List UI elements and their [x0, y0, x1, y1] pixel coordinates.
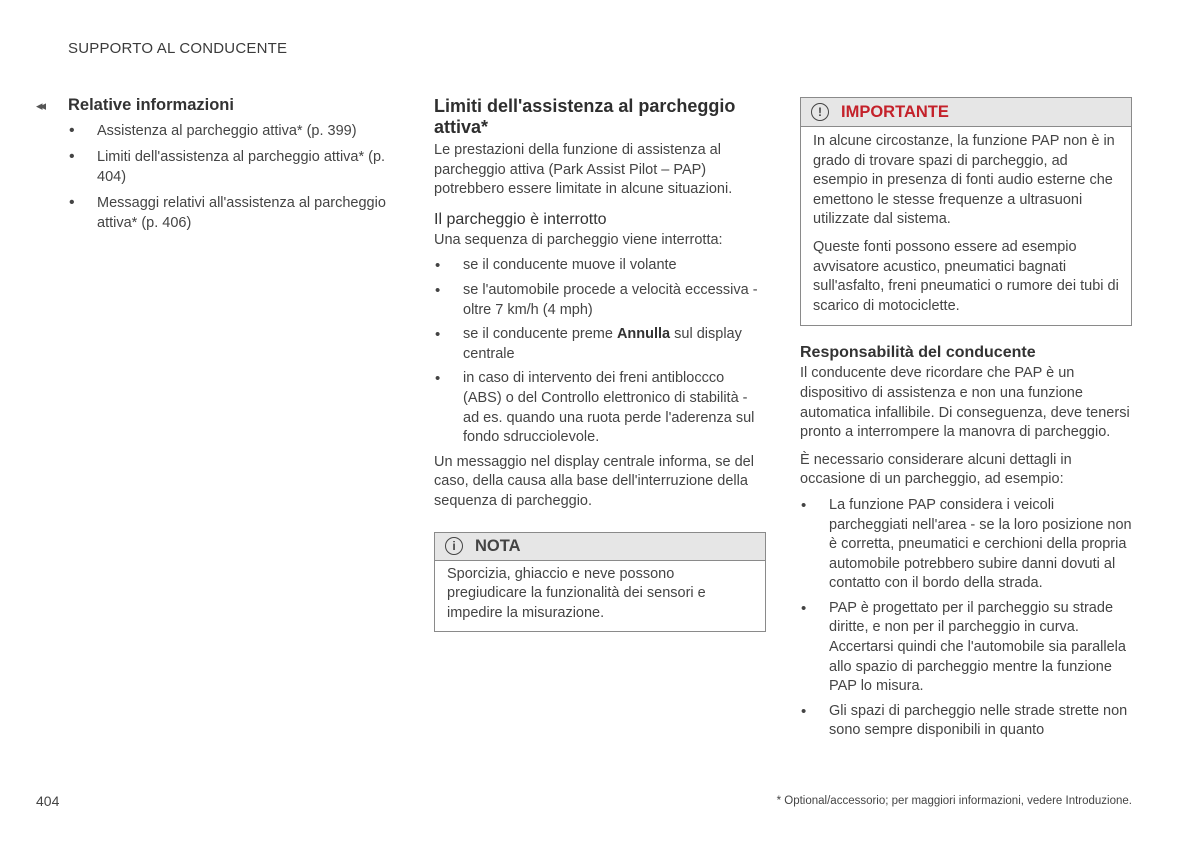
main-column — [434, 96, 766, 632]
importante-text-2: Queste fonti possono essere ad esempio avvisatore acustico, pneumatici bagnati sull'asfalto, freni pneumatici o rumore dei tubi di scarico di motociclette. — [813, 238, 1119, 314]
nota-text: Sporcizia, ghiaccio e neve possono pregiudicare la funzionalità dei sensori e impedire la misurazione. — [447, 565, 706, 621]
nota-header — [435, 533, 765, 561]
annulla-label: Annulla — [616, 326, 671, 343]
list-item: • in caso di intervento dei freni antibloccco (ABS) o del Controllo elettronico di stabilità - ad es. quando una ruota perde l'aderenza sul fondo sdrucciolevole. — [434, 369, 766, 447]
interruption-list — [434, 256, 766, 447]
importante-header — [801, 98, 1131, 127]
responsibility-text-1: Il conducente deve ricordare che PAP è un dispositivo di assistenza e non una funzione automatica infallibile. Di conseguenza, deve tenersi pronto a interrompere la manovra di parcheggio. — [800, 365, 1130, 441]
list-item — [434, 325, 766, 364]
page-title: Limiti dell'assistenza al parcheggio attiva* — [434, 96, 736, 137]
list-item: • La funzione PAP considera i veicoli parcheggiati nell'area - se la loro posizione non è corretta, pneumatici e cerchioni della propria automobile potrebbero subire danni dovuti al contatto con il bordo della strada. — [800, 496, 1132, 594]
importante-title: IMPORTANTE — [841, 102, 949, 121]
responsibility-text-2: È necessario considerare alcuni dettagli in occasione di un parcheggio, ad esempio: — [800, 451, 1072, 488]
related-list — [36, 121, 398, 233]
interrupted-heading: Il parcheggio è interrotto — [434, 210, 607, 228]
page-number: 404 — [36, 793, 60, 809]
back-arrows-icon: ◂◂ — [36, 98, 44, 113]
related-info — [36, 96, 398, 239]
importante-text-1: In alcune circostanze, la funzione PAP non è in grado di trovare spazi di parcheggio, ad esempio in presenza di fonti audio esterne che emettono le stesse frequenze a ultrasuoni utilizzate dal sistema. — [813, 133, 1115, 228]
warning-icon: ! — [811, 103, 829, 121]
related-link[interactable]: • Limiti dell'assistenza al parcheggio attiva* (p. 404) — [36, 147, 398, 187]
section-header: SUPPORTO AL CONDUCENTE — [68, 40, 288, 57]
info-icon: i — [445, 537, 463, 555]
list-item: • Gli spazi di parcheggio nelle strade strette non sono sempre disponibili in quanto — [800, 702, 1132, 741]
interruption-message-paragraph: Un messaggio nel display centrale informa, se del caso, della causa alla base dell'interruzione della sequenza di parcheggio. — [434, 453, 754, 509]
nota-box — [434, 532, 766, 633]
responsibility-list — [800, 496, 1132, 741]
item-text-post: sul display centrale — [463, 326, 742, 362]
list-item: • se il conducente muove il volante — [434, 256, 766, 276]
nota-title: NOTA — [475, 536, 521, 555]
list-item: • se l'automobile procede a velocità eccessiva - oltre 7 km/h (4 mph) — [434, 281, 766, 320]
related-link[interactable]: • Assistenza al parcheggio attiva* (p. 399) — [36, 121, 398, 141]
footnote: * Optional/accessorio; per maggiori informazioni, vedere Introduzione. — [776, 795, 1132, 807]
list-item: • PAP è progettato per il parcheggio su strade diritte, e non per il parcheggio in curva. Accertarsi quindi che l'automobile sia parallela allo spazio di parcheggio mentre la funzione PAP lo misura. — [800, 599, 1132, 697]
item-text-pre: se il conducente preme — [463, 326, 617, 343]
right-column — [800, 97, 1132, 746]
responsibility-heading: Responsabilità del conducente — [800, 344, 1036, 362]
related-link[interactable]: • Messaggi relativi all'assistenza al parcheggio attiva* (p. 406) — [36, 193, 398, 233]
related-title: Relative informazioni — [68, 96, 234, 114]
importante-box — [800, 97, 1132, 326]
intro-paragraph: Le prestazioni della funzione di assistenza al parcheggio attiva (Park Assist Pilot – PAP) potrebbero essere limitate in alcune situazioni. — [434, 142, 733, 198]
interrupted-lead: Una sequenza di parcheggio viene interrotta: — [434, 231, 723, 248]
